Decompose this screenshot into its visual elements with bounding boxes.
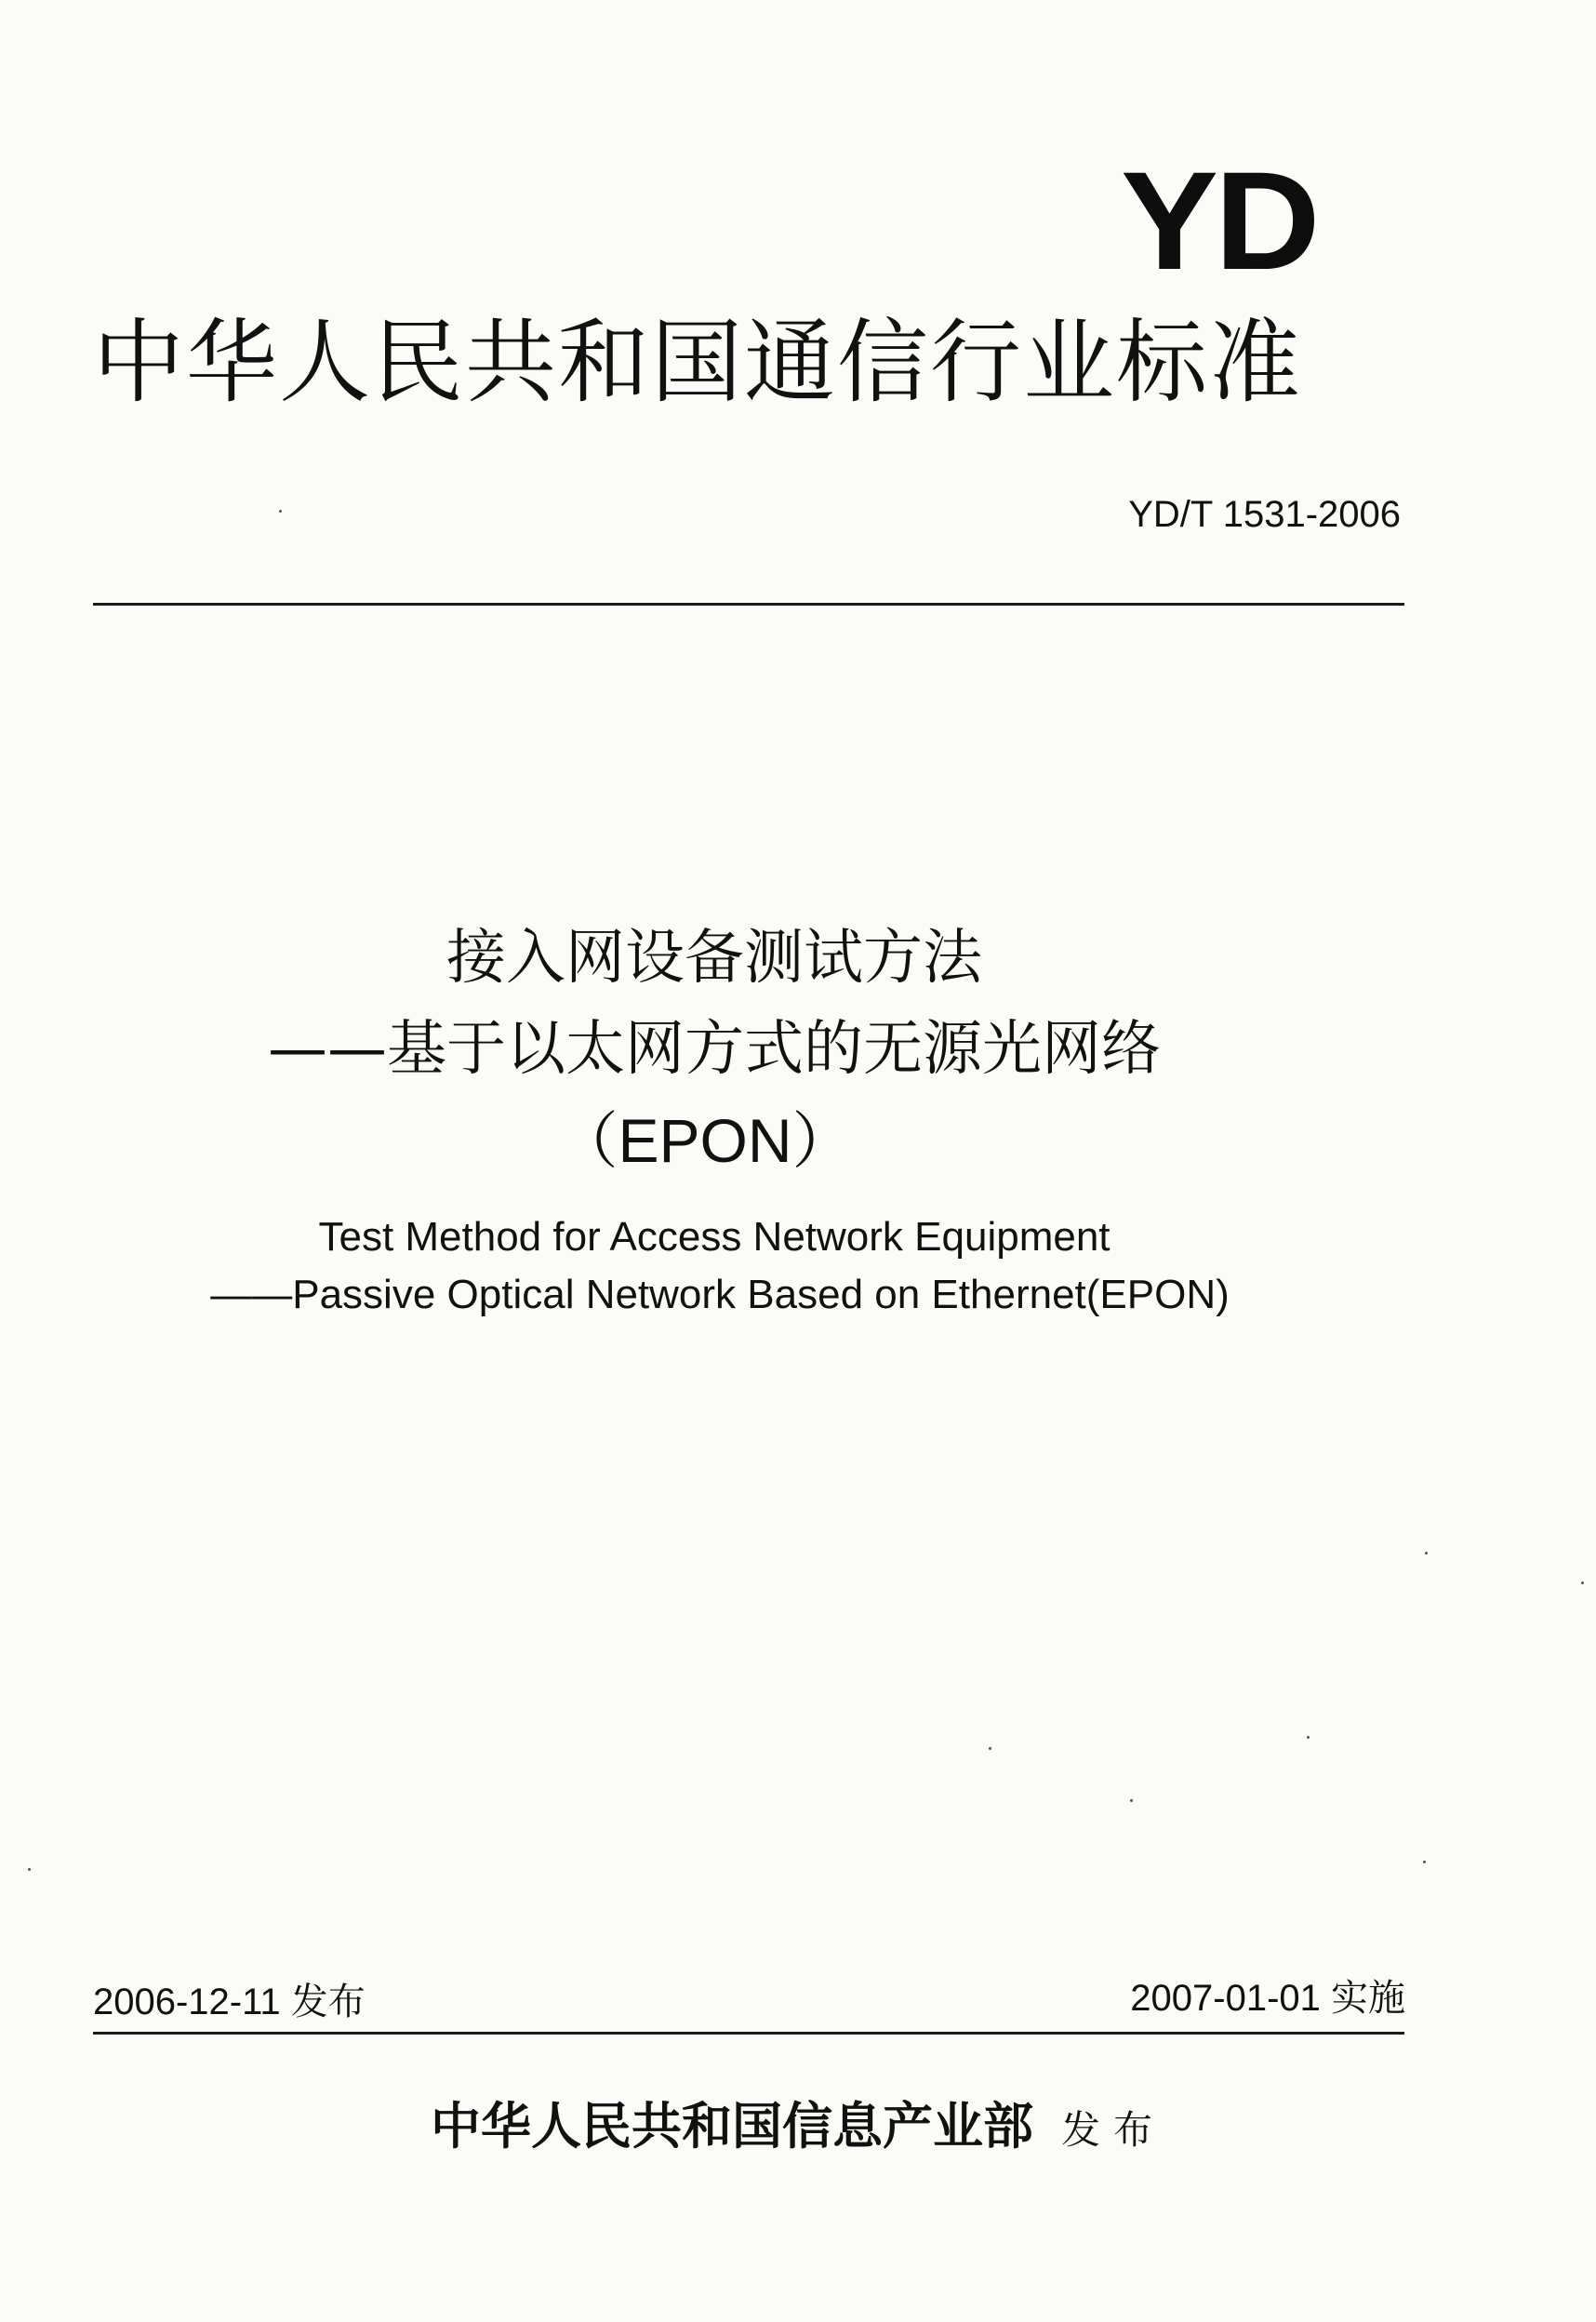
implementation-date: 2007-01-01 实施 (1130, 1978, 1405, 2019)
publisher-name: 中华人民共和国信息产业部 (430, 2096, 1033, 2155)
scan-speck (1581, 1581, 1584, 1584)
english-title-line-1: Test Method for Access Network Equipment (318, 1214, 1111, 1260)
issue-date: 2006-12-11 发布 (93, 1982, 366, 2022)
standard-category-title: 中华人民共和国通信行业标准 (93, 310, 1303, 416)
chinese-title-line-1: 接入网设备测试方法 (446, 924, 982, 993)
scan-speck (1307, 1736, 1310, 1739)
scan-speck (1425, 1552, 1428, 1555)
yd-logo: YD (1121, 142, 1317, 299)
scan-speck (1423, 1861, 1426, 1863)
publisher-line (0, 2093, 1596, 2163)
top-divider (93, 603, 1404, 606)
chinese-title-line-3: （EPON） (556, 1106, 854, 1175)
scan-speck (989, 1747, 991, 1750)
chinese-title-line-2: ——基于以太网方式的无源光网络 (268, 1015, 1161, 1084)
scan-speck (1130, 1799, 1133, 1802)
scan-speck (28, 1868, 31, 1871)
publish-word: 发布 (1060, 2107, 1165, 2153)
standard-code: YD/T 1531-2006 (1128, 494, 1401, 535)
scan-speck (279, 510, 282, 513)
english-title-line-2: ——Passive Optical Network Based on Ethernet(EPON) (210, 1272, 1230, 1317)
bottom-divider (93, 2032, 1404, 2035)
